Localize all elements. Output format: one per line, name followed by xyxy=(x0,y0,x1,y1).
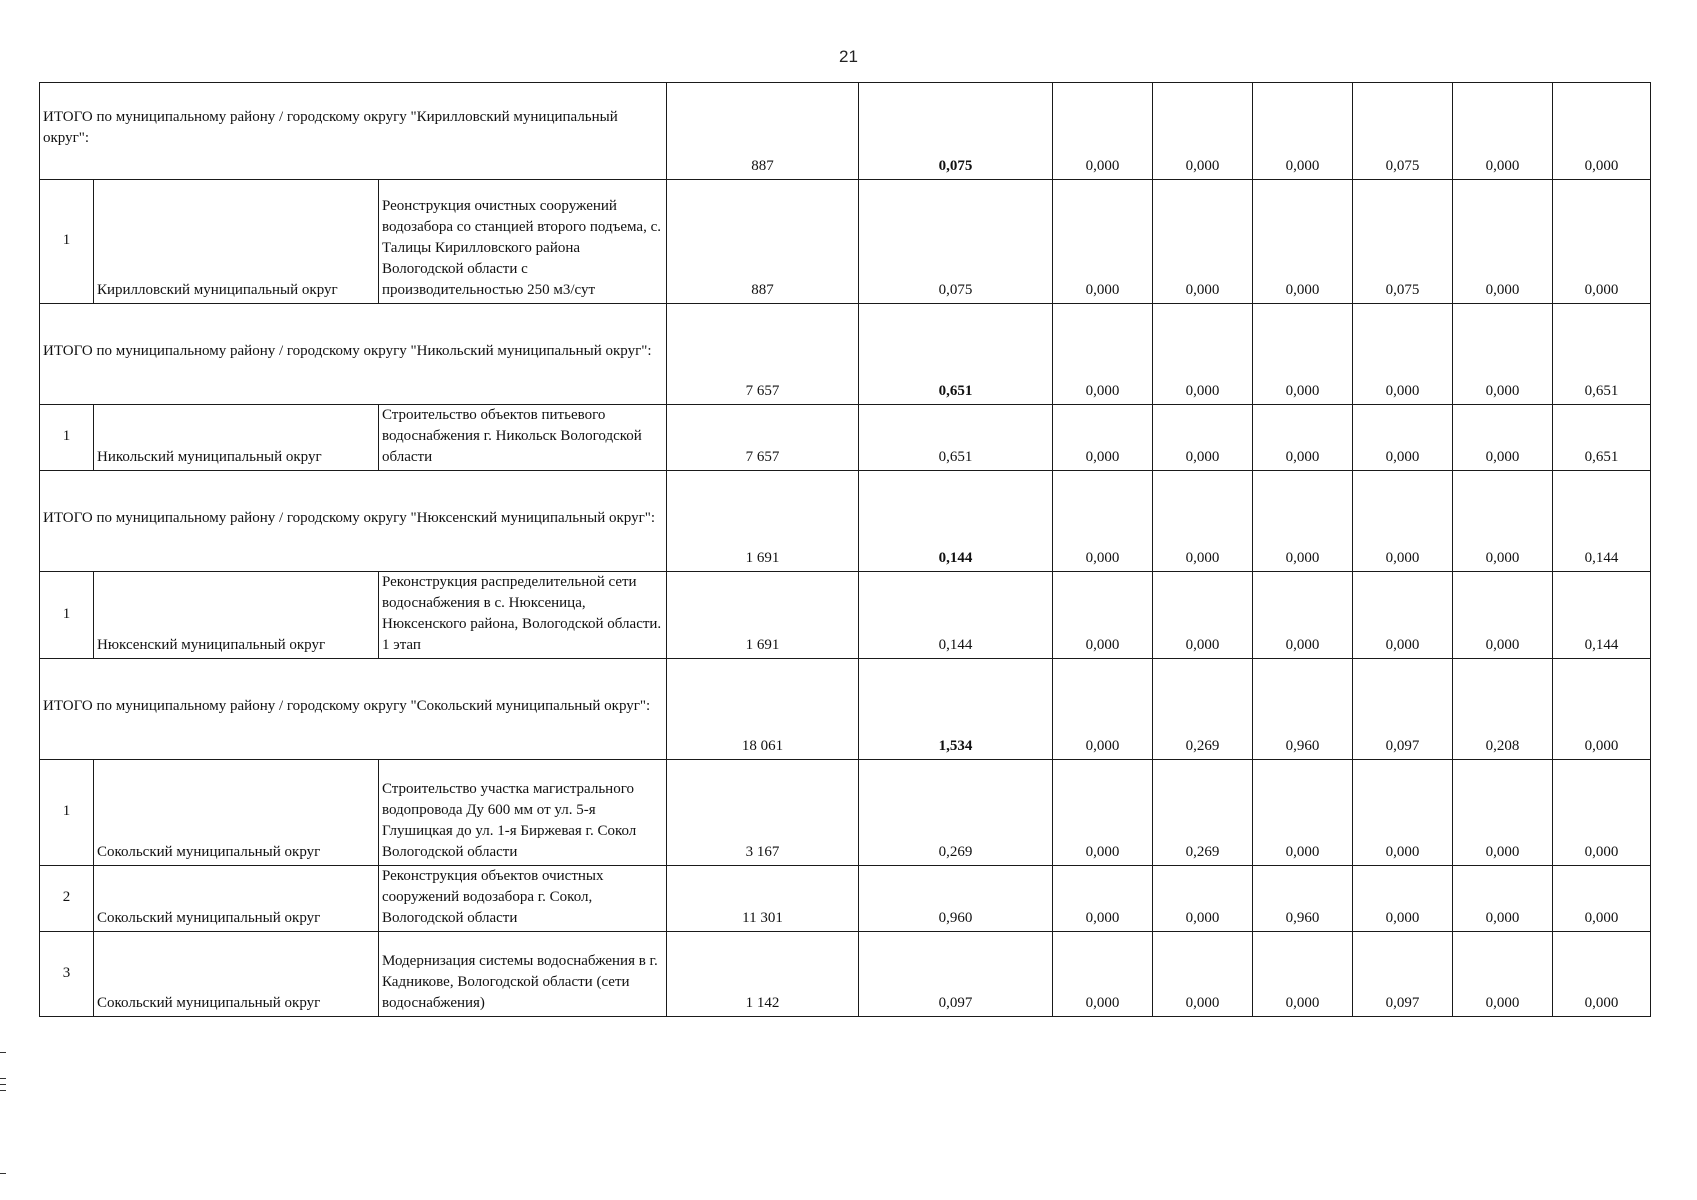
sum-cell: 0,960 xyxy=(859,866,1053,932)
district-cell: Нюксенский муниципальный округ xyxy=(94,572,379,659)
value-cell: 0,000 xyxy=(1553,932,1651,1017)
value-cell: 0,960 xyxy=(1253,659,1353,760)
margin-mark xyxy=(0,1078,6,1079)
sum-cell: 0,651 xyxy=(859,304,1053,405)
value-cell: 0,000 xyxy=(1153,866,1253,932)
value-cell: 0,000 xyxy=(1153,471,1253,572)
district-cell: Кирилловский муниципальный округ xyxy=(94,180,379,304)
item-row xyxy=(40,932,1651,1017)
value-cell: 0,000 xyxy=(1053,471,1153,572)
value-cell: 0,000 xyxy=(1453,572,1553,659)
quantity-cell: 7 657 xyxy=(667,405,859,471)
total-label: ИТОГО по муниципальному району / городскому округу "Никольский муниципальный округ": xyxy=(40,304,667,405)
value-cell: 0,000 xyxy=(1053,572,1153,659)
quantity-cell: 11 301 xyxy=(667,866,859,932)
quantity-cell: 18 061 xyxy=(667,659,859,760)
value-cell: 0,000 xyxy=(1053,405,1153,471)
value-cell: 0,651 xyxy=(1553,405,1651,471)
investment-table xyxy=(39,82,1651,1017)
row-number: 1 xyxy=(40,405,94,471)
value-cell: 0,000 xyxy=(1453,932,1553,1017)
value-cell: 0,651 xyxy=(1553,304,1651,405)
row-number: 1 xyxy=(40,760,94,866)
value-cell: 0,000 xyxy=(1053,83,1153,180)
value-cell: 0,208 xyxy=(1453,659,1553,760)
value-cell: 0,000 xyxy=(1053,659,1153,760)
total-label: ИТОГО по муниципальному району / городскому округу "Кирилловский муниципальный округ": xyxy=(40,83,667,180)
value-cell: 0,000 xyxy=(1553,659,1651,760)
value-cell: 0,000 xyxy=(1253,760,1353,866)
value-cell: 0,000 xyxy=(1553,866,1651,932)
value-cell: 0,000 xyxy=(1053,304,1153,405)
total-label: ИТОГО по муниципальному району / городскому округу "Нюксенский муниципальный округ": xyxy=(40,471,667,572)
value-cell: 0,000 xyxy=(1553,83,1651,180)
value-cell: 0,000 xyxy=(1553,180,1651,304)
value-cell: 0,000 xyxy=(1253,83,1353,180)
sum-cell: 0,144 xyxy=(859,572,1053,659)
item-row xyxy=(40,405,1651,471)
total-row xyxy=(40,471,1651,572)
value-cell: 0,000 xyxy=(1353,405,1453,471)
object-cell: Реонструкция очистных сооружений водозабора со станцией второго подъема, с. Талицы Кирилловского района Вологодской области с производительностью 250 м3/сут xyxy=(379,180,667,304)
value-cell: 0,000 xyxy=(1253,471,1353,572)
row-number: 2 xyxy=(40,866,94,932)
value-cell: 0,000 xyxy=(1253,932,1353,1017)
sum-cell: 0,075 xyxy=(859,180,1053,304)
object-cell: Реконструкция распределительной сети водоснабжения в с. Нюксеница, Нюксенского района, Вологодской области. 1 этап xyxy=(379,572,667,659)
value-cell: 0,000 xyxy=(1053,180,1153,304)
district-cell: Никольский муниципальный округ xyxy=(94,405,379,471)
value-cell: 0,000 xyxy=(1053,932,1153,1017)
value-cell: 0,000 xyxy=(1153,304,1253,405)
value-cell: 0,000 xyxy=(1153,572,1253,659)
value-cell: 0,000 xyxy=(1353,471,1453,572)
district-cell: Сокольский муниципальный округ xyxy=(94,866,379,932)
margin-mark xyxy=(0,1084,6,1085)
value-cell: 0,000 xyxy=(1553,760,1651,866)
value-cell: 0,097 xyxy=(1353,659,1453,760)
value-cell: 0,000 xyxy=(1253,180,1353,304)
value-cell: 0,000 xyxy=(1453,471,1553,572)
value-cell: 0,000 xyxy=(1453,866,1553,932)
value-cell: 0,144 xyxy=(1553,471,1651,572)
value-cell: 0,000 xyxy=(1053,760,1153,866)
quantity-cell: 1 691 xyxy=(667,572,859,659)
value-cell: 0,000 xyxy=(1353,760,1453,866)
sum-cell: 0,651 xyxy=(859,405,1053,471)
value-cell: 0,269 xyxy=(1153,659,1253,760)
value-cell: 0,144 xyxy=(1553,572,1651,659)
value-cell: 0,000 xyxy=(1153,83,1253,180)
row-number: 1 xyxy=(40,572,94,659)
quantity-cell: 3 167 xyxy=(667,760,859,866)
sum-cell: 0,144 xyxy=(859,471,1053,572)
table-body xyxy=(40,83,1651,1017)
item-row xyxy=(40,180,1651,304)
sum-cell: 0,097 xyxy=(859,932,1053,1017)
item-row xyxy=(40,760,1651,866)
object-cell: Строительство участка магистрального водопровода Ду 600 мм от ул. 5-я Глушицкая до ул. 1-я Биржевая г. Сокол Вологодской области xyxy=(379,760,667,866)
quantity-cell: 887 xyxy=(667,83,859,180)
value-cell: 0,000 xyxy=(1253,405,1353,471)
value-cell: 0,000 xyxy=(1353,304,1453,405)
value-cell: 0,000 xyxy=(1053,866,1153,932)
value-cell: 0,000 xyxy=(1253,304,1353,405)
value-cell: 0,960 xyxy=(1253,866,1353,932)
object-cell: Строительство объектов питьевого водоснабжения г. Никольск Вологодской области xyxy=(379,405,667,471)
quantity-cell: 1 142 xyxy=(667,932,859,1017)
total-row xyxy=(40,83,1651,180)
value-cell: 0,075 xyxy=(1353,180,1453,304)
value-cell: 0,000 xyxy=(1353,572,1453,659)
page-number: 21 xyxy=(839,47,858,66)
margin-mark xyxy=(0,1052,6,1053)
item-row xyxy=(40,866,1651,932)
value-cell: 0,000 xyxy=(1453,405,1553,471)
total-label: ИТОГО по муниципальному району / городскому округу "Сокольский муниципальный округ": xyxy=(40,659,667,760)
value-cell: 0,000 xyxy=(1153,405,1253,471)
total-row xyxy=(40,659,1651,760)
total-row xyxy=(40,304,1651,405)
value-cell: 0,097 xyxy=(1353,932,1453,1017)
value-cell: 0,000 xyxy=(1453,760,1553,866)
value-cell: 0,075 xyxy=(1353,83,1453,180)
margin-mark xyxy=(0,1090,6,1091)
row-number: 3 xyxy=(40,932,94,1017)
quantity-cell: 887 xyxy=(667,180,859,304)
value-cell: 0,000 xyxy=(1453,180,1553,304)
value-cell: 0,000 xyxy=(1153,180,1253,304)
value-cell: 0,000 xyxy=(1453,304,1553,405)
value-cell: 0,269 xyxy=(1153,760,1253,866)
quantity-cell: 7 657 xyxy=(667,304,859,405)
sum-cell: 0,269 xyxy=(859,760,1053,866)
object-cell: Реконструкция объектов очистных сооружений водозабора г. Сокол, Вологодской области xyxy=(379,866,667,932)
sum-cell: 1,534 xyxy=(859,659,1053,760)
district-cell: Сокольский муниципальный округ xyxy=(94,760,379,866)
row-number: 1 xyxy=(40,180,94,304)
value-cell: 0,000 xyxy=(1153,932,1253,1017)
district-cell: Сокольский муниципальный округ xyxy=(94,932,379,1017)
item-row xyxy=(40,572,1651,659)
margin-mark xyxy=(0,1173,6,1174)
object-cell: Модернизация системы водоснабжения в г. Кадникове, Вологодской области (сети водоснабжения) xyxy=(379,932,667,1017)
sum-cell: 0,075 xyxy=(859,83,1053,180)
value-cell: 0,000 xyxy=(1353,866,1453,932)
value-cell: 0,000 xyxy=(1253,572,1353,659)
value-cell: 0,000 xyxy=(1453,83,1553,180)
quantity-cell: 1 691 xyxy=(667,471,859,572)
